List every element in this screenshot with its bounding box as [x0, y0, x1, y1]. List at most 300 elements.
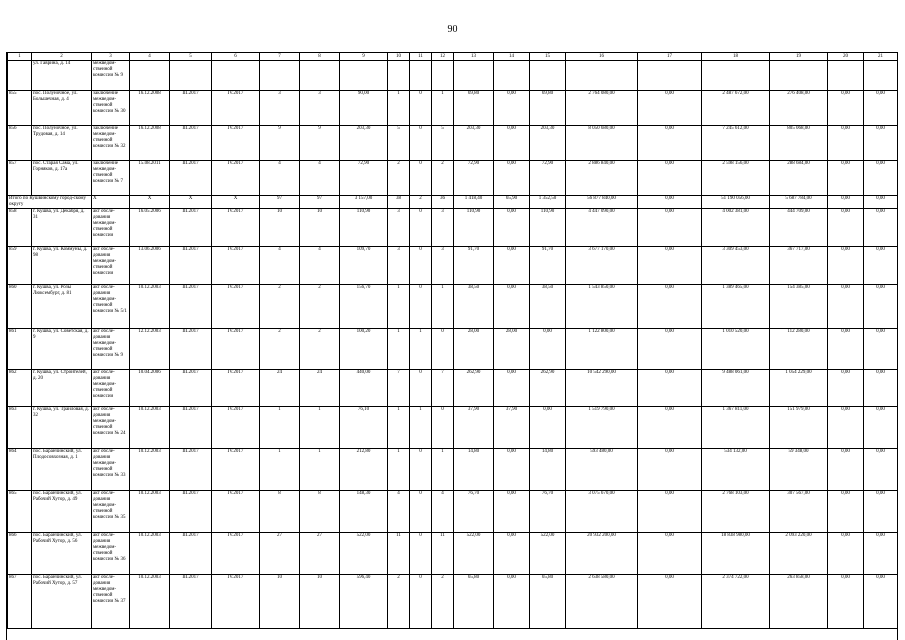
- table-cell: 0: [432, 407, 454, 449]
- table-row: [8, 196, 898, 209]
- table-cell: 2: [432, 575, 454, 629]
- table-row: [8, 533, 898, 575]
- table-cell: 2: [300, 329, 340, 370]
- table-cell: 59 348,00: [770, 449, 828, 491]
- table-cell: 522,00: [454, 533, 494, 575]
- table-cell: 440,00: [340, 370, 388, 407]
- table-cell: [702, 61, 770, 91]
- table-cell: 2: [388, 161, 410, 196]
- table-cell: 2 374 722,00: [702, 575, 770, 629]
- table-cell: 9 488 061,00: [702, 370, 770, 407]
- table-cell: 76,10: [340, 407, 388, 449]
- table-row: [8, 449, 898, 491]
- table-cell: 212,80: [340, 449, 388, 491]
- table-cell: 151 979,00: [770, 407, 828, 449]
- table-cell: IV.2017: [212, 91, 260, 126]
- table-cell: [130, 61, 170, 91]
- address-cell: г. Кушва, ул. Декабря, д. 31: [32, 209, 92, 247]
- column-number: 10: [388, 53, 410, 61]
- table-cell: 10: [260, 209, 300, 247]
- table-cell: 307 567,00: [770, 491, 828, 533]
- table-cell: 263 858,00: [770, 575, 828, 629]
- table-cell: 0,00: [864, 126, 898, 161]
- column-number: 19: [770, 53, 828, 61]
- table-cell: 0,00: [638, 533, 702, 575]
- table-cell: 805 068,00: [770, 126, 828, 161]
- table-cell: 3 309 453,00: [702, 247, 770, 285]
- table-cell: 0,00: [638, 285, 702, 329]
- document-cell: акт обсле-дования межведом-ственной комиссии № 5/1: [92, 285, 130, 329]
- address-cell: пос. Баранчинский, ул. Рабочий Хутор, д. 49: [32, 491, 92, 533]
- address-cell: г. Кушва, ул. Советская, д. 9: [32, 329, 92, 370]
- table-row: [8, 209, 898, 247]
- table-cell: 8: [260, 491, 300, 533]
- table-cell: IV.2017: [212, 575, 260, 629]
- table-cell: 5: [432, 126, 454, 161]
- table-cell: [828, 61, 864, 91]
- table-cell: 9: [300, 126, 340, 161]
- table-cell: 522,00: [530, 533, 566, 575]
- table-cell: 0,00: [638, 196, 702, 209]
- document-cell: межведом-ственной комиссии № 9: [92, 61, 130, 91]
- table-cell: 0: [410, 126, 432, 161]
- table-cell: [300, 61, 340, 91]
- table-cell: [388, 61, 410, 91]
- document-cell: акт обсле-дования межведом-ственной комиссии № 37: [92, 575, 130, 629]
- table-cell: 4: [260, 247, 300, 285]
- table-cell: 1: [388, 407, 410, 449]
- table-cell: 1: [388, 285, 410, 329]
- table-cell: 100,20: [340, 329, 388, 370]
- table-cell: 4 447 090,00: [566, 209, 638, 247]
- table-cell: 0,00: [828, 449, 864, 491]
- table-cell: IV.2017: [212, 449, 260, 491]
- table-cell: 3 677 170,00: [566, 247, 638, 285]
- table-cell: 0,00: [638, 449, 702, 491]
- table-cell: 276 408,00: [770, 91, 828, 126]
- table-cell: 11: [432, 533, 454, 575]
- table-cell: 4: [300, 247, 340, 285]
- document-cell: акт обсле-дования межведом-ственной комиссии: [92, 247, 130, 285]
- table-cell: 38: [388, 196, 410, 209]
- table-cell: 1: [410, 329, 432, 370]
- table-cell: 0,00: [638, 247, 702, 285]
- table-cell: 16.12.2008: [130, 91, 170, 126]
- table-cell: 3 157,00: [340, 196, 388, 209]
- table-cell: IV.2017: [212, 533, 260, 575]
- table-cell: 0,00: [864, 91, 898, 126]
- table-cell: 1 418,40: [454, 196, 494, 209]
- table-cell: [212, 61, 260, 91]
- table-cell: 10.12.2003: [130, 491, 170, 533]
- column-number: 14: [494, 53, 530, 61]
- column-number: 18: [702, 53, 770, 61]
- table-cell: 0,00: [530, 329, 566, 370]
- table-cell: 0: [410, 575, 432, 629]
- table-cell: 0,00: [828, 247, 864, 285]
- table-cell: IV.2017: [212, 247, 260, 285]
- table-cell: 7: [432, 370, 454, 407]
- column-number: 13: [454, 53, 494, 61]
- table-cell: 15.08.2011: [130, 161, 170, 196]
- address-cell: пос. Баранчинский, ул. Рабочий Хутор, д. 57: [32, 575, 92, 629]
- table-cell: 110,90: [454, 209, 494, 247]
- table-cell: 0,00: [494, 533, 530, 575]
- table-cell: 14,80: [530, 449, 566, 491]
- table-cell: 0,00: [828, 126, 864, 161]
- table-cell: [432, 61, 454, 91]
- table-cell: 8 050 680,00: [566, 126, 638, 161]
- table-cell: 65,80: [454, 575, 494, 629]
- address-cell: пос. Баранчинский, ул. Рабочий Хутор, д. 56: [32, 533, 92, 575]
- column-number: 3: [92, 53, 130, 61]
- table-cell: [770, 61, 828, 91]
- table-cell: 18 838 980,00: [702, 533, 770, 575]
- table-cell: 0,00: [864, 329, 898, 370]
- table-cell: 10.04.2006: [130, 370, 170, 407]
- table-cell: 13.06.2006: [130, 247, 170, 285]
- column-number: 12: [432, 53, 454, 61]
- table-row: [8, 126, 898, 161]
- document-cell: X: [92, 196, 130, 209]
- table-cell: 69,80: [454, 91, 494, 126]
- table-cell: 1 122 800,00: [566, 329, 638, 370]
- table-cell: 109,70: [340, 247, 388, 285]
- table-cell: 10.12.2003: [130, 285, 170, 329]
- table-cell: 4 002 381,00: [702, 209, 770, 247]
- table-cell: 2 598 156,00: [702, 161, 770, 196]
- table-cell: 97: [300, 196, 340, 209]
- table-cell: 0,00: [864, 491, 898, 533]
- table-cell: 16.05.2006: [130, 209, 170, 247]
- housing-table: [7, 52, 898, 629]
- table-cell: 0,00: [828, 370, 864, 407]
- table-cell: 863: [8, 407, 32, 449]
- table-cell: 0,00: [494, 91, 530, 126]
- table-cell: 262,90: [454, 370, 494, 407]
- table-cell: 0,00: [494, 209, 530, 247]
- table-cell: 12.12.2003: [130, 329, 170, 370]
- table-cell: 860: [8, 285, 32, 329]
- table-cell: III.2017: [170, 91, 212, 126]
- table-cell: 1: [432, 285, 454, 329]
- document-cell: заключение межведом-ственной комиссии № 30: [92, 91, 130, 126]
- document-cell: заключение межведом-ственной комиссии № 32: [92, 126, 130, 161]
- table-cell: 1: [432, 449, 454, 491]
- table-cell: 203,30: [530, 126, 566, 161]
- table-cell: 0,00: [638, 209, 702, 247]
- table-cell: 866: [8, 533, 32, 575]
- table-cell: X: [130, 196, 170, 209]
- document-cell: акт обсле-дования межведом-ственной комиссии: [92, 370, 130, 407]
- table-cell: [170, 61, 212, 91]
- table-cell: 0,00: [828, 91, 864, 126]
- table-cell: 3: [388, 209, 410, 247]
- table-cell: 1: [388, 91, 410, 126]
- table-cell: 1: [410, 407, 432, 449]
- table-cell: 10: [300, 209, 340, 247]
- table-cell: IV.2017: [212, 161, 260, 196]
- table-cell: 2: [410, 196, 432, 209]
- table-cell: 4: [388, 491, 410, 533]
- table-cell: 857: [8, 161, 32, 196]
- table-cell: 0,00: [864, 196, 898, 209]
- table-cell: III.2017: [170, 491, 212, 533]
- table-cell: 5: [388, 126, 410, 161]
- table-cell: III.2017: [170, 329, 212, 370]
- table-cell: 0: [410, 285, 432, 329]
- column-number: 15: [530, 53, 566, 61]
- address-cell: пос. Баранчинский, ул. Плодосовхозная, д. 1: [32, 449, 92, 491]
- table-cell: 1 352,50: [530, 196, 566, 209]
- table-cell: 110,90: [530, 209, 566, 247]
- table-cell: 11: [388, 533, 410, 575]
- table-cell: 10.12.2003: [130, 407, 170, 449]
- table-cell: 864: [8, 449, 32, 491]
- table-cell: 593 480,00: [566, 449, 638, 491]
- table-cell: 1 389 465,00: [702, 285, 770, 329]
- table-cell: 0,00: [638, 126, 702, 161]
- table-cell: 0,00: [864, 575, 898, 629]
- table-row: [8, 91, 898, 126]
- table-cell: 154 385,00: [770, 285, 828, 329]
- table-cell: 3: [432, 247, 454, 285]
- table-cell: III.2017: [170, 247, 212, 285]
- table-cell: 4: [432, 491, 454, 533]
- table-cell: [530, 61, 566, 91]
- address-cell: пос. Полуночное, ул. Большечная, д. 4: [32, 91, 92, 126]
- table-cell: 3 075 670,00: [566, 491, 638, 533]
- table-cell: 72,90: [530, 161, 566, 196]
- table-cell: 24: [260, 370, 300, 407]
- table-cell: 0,00: [494, 370, 530, 407]
- table-cell: 1 519 790,00: [566, 407, 638, 449]
- column-number: 7: [260, 53, 300, 61]
- table-cell: 2: [300, 285, 340, 329]
- column-number: 11: [410, 53, 432, 61]
- table-cell: III.2017: [170, 575, 212, 629]
- address-cell: пос. Полуночное, ул. Трудовая, д. 14: [32, 126, 92, 161]
- address-cell: г. Кушва, ул. Строителей, д. 20: [32, 370, 92, 407]
- column-number: 2: [32, 53, 92, 61]
- table-cell: 3: [260, 91, 300, 126]
- column-number: 5: [170, 53, 212, 61]
- table-cell: 0,00: [494, 575, 530, 629]
- address-cell: пос. Старая Сама, ул. Горняков, д. 17а: [32, 161, 92, 196]
- table-cell: 862: [8, 370, 32, 407]
- table-cell: 2: [388, 575, 410, 629]
- table-cell: 14,80: [454, 449, 494, 491]
- table-cell: 0,00: [864, 449, 898, 491]
- table-cell: IV.2017: [212, 285, 260, 329]
- table-cell: 5 687 784,00: [770, 196, 828, 209]
- table-cell: 27: [260, 533, 300, 575]
- table-cell: 0,00: [638, 407, 702, 449]
- table-cell: 4: [300, 161, 340, 196]
- column-number: 17: [638, 53, 702, 61]
- table-cell: 0,00: [494, 161, 530, 196]
- table-cell: 1: [260, 449, 300, 491]
- table-cell: 0: [410, 91, 432, 126]
- table-cell: 10: [300, 575, 340, 629]
- table-cell: 28,00: [454, 329, 494, 370]
- table-cell: 0,00: [864, 533, 898, 575]
- table-cell: 69,80: [530, 91, 566, 126]
- table-cell: 1: [300, 407, 340, 449]
- table-cell: 2: [432, 161, 454, 196]
- column-number: 8: [300, 53, 340, 61]
- table-cell: [260, 61, 300, 91]
- table-cell: 0,00: [828, 196, 864, 209]
- table-cell: 0,00: [638, 370, 702, 407]
- table-cell: 38,50: [454, 285, 494, 329]
- table-cell: 0,00: [828, 407, 864, 449]
- table-cell: 10 542 290,00: [566, 370, 638, 407]
- table-cell: 1: [300, 449, 340, 491]
- table-cell: 858: [8, 209, 32, 247]
- table-row: [8, 285, 898, 329]
- table-cell: 37,90: [454, 407, 494, 449]
- table-cell: 38,50: [530, 285, 566, 329]
- table-cell: 861: [8, 329, 32, 370]
- table-cell: III.2017: [170, 370, 212, 407]
- table-cell: 51 190 056,00: [702, 196, 770, 209]
- table-cell: 865: [8, 491, 32, 533]
- table-row: [8, 491, 898, 533]
- table-cell: 0,00: [494, 285, 530, 329]
- table-cell: 72,90: [454, 161, 494, 196]
- table-cell: 91,70: [454, 247, 494, 285]
- table-cell: III.2017: [170, 285, 212, 329]
- table-cell: 10.12.2003: [130, 575, 170, 629]
- table-cell: 1: [260, 407, 300, 449]
- table-cell: 97: [260, 196, 300, 209]
- table-cell: IV.2017: [212, 126, 260, 161]
- table-cell: 855: [8, 91, 32, 126]
- table-cell: X: [170, 196, 212, 209]
- table-cell: III.2017: [170, 161, 212, 196]
- table-cell: 20 932 200,00: [566, 533, 638, 575]
- table-cell: 0,00: [828, 533, 864, 575]
- column-number-row: [8, 53, 898, 61]
- table-cell: 2: [260, 329, 300, 370]
- table-cell: 156,70: [340, 285, 388, 329]
- table-cell: X: [212, 196, 260, 209]
- table-cell: 110,90: [340, 209, 388, 247]
- table-cell: III.2017: [170, 407, 212, 449]
- table-cell: 0: [410, 370, 432, 407]
- table-row: [8, 161, 898, 196]
- table-cell: 2 764 080,00: [566, 91, 638, 126]
- table-cell: 0,00: [828, 329, 864, 370]
- table-cell: 1: [388, 449, 410, 491]
- table-cell: 0: [410, 161, 432, 196]
- document-cell: акт обсле-дования межведом-ственной комиссии № 33: [92, 449, 130, 491]
- document-cell: заключение межведом-ственной комиссии № 7: [92, 161, 130, 196]
- table-cell: 2 768 103,00: [702, 491, 770, 533]
- table-cell: [410, 61, 432, 91]
- table-cell: [566, 61, 638, 91]
- table-cell: 1 543 850,00: [566, 285, 638, 329]
- table-cell: 0: [432, 329, 454, 370]
- table-cell: 72,90: [340, 161, 388, 196]
- table-cell: 0,00: [828, 575, 864, 629]
- table-cell: 1 367 811,00: [702, 407, 770, 449]
- address-cell: г. Кушва, ул. Розы Люксембург, д. 81: [32, 285, 92, 329]
- table-cell: 0: [410, 533, 432, 575]
- table-cell: 596,40: [340, 575, 388, 629]
- table-cell: 867: [8, 575, 32, 629]
- table-cell: 859: [8, 247, 32, 285]
- table-cell: 1: [432, 91, 454, 126]
- table-cell: III.2017: [170, 533, 212, 575]
- table-cell: 367 717,00: [770, 247, 828, 285]
- table-cell: [8, 61, 32, 91]
- table-cell: 36: [432, 196, 454, 209]
- table-cell: 9: [260, 126, 300, 161]
- table-cell: 0,00: [494, 449, 530, 491]
- table-cell: IV.2017: [212, 209, 260, 247]
- table-cell: 0: [410, 247, 432, 285]
- table-row: [8, 370, 898, 407]
- table-row: [8, 575, 898, 629]
- table-cell: 203,30: [454, 126, 494, 161]
- table-cell: IV.2017: [212, 491, 260, 533]
- table-cell: 203,30: [340, 126, 388, 161]
- table-row: [8, 247, 898, 285]
- table-cell: 76,70: [454, 491, 494, 533]
- document-cell: акт обсле-дования межведом-ственной комиссии № 24: [92, 407, 130, 449]
- table-cell: 0,00: [638, 329, 702, 370]
- document-cell: акт обсле-дования межведом-ственной комиссии № 35: [92, 491, 130, 533]
- table-cell: 0,00: [638, 161, 702, 196]
- table-cell: 444 709,00: [770, 209, 828, 247]
- table-cell: 0,00: [638, 575, 702, 629]
- table-cell: 0,00: [864, 370, 898, 407]
- table-cell: 0,00: [494, 491, 530, 533]
- table-cell: 24: [300, 370, 340, 407]
- table-cell: 0,00: [864, 407, 898, 449]
- table-cell: 65,80: [530, 575, 566, 629]
- document-cell: акт обсле-дования межведом-ственной комиссии № 9: [92, 329, 130, 370]
- table-cell: 0,00: [494, 247, 530, 285]
- page-number: 90: [447, 24, 458, 35]
- table-cell: [864, 61, 898, 91]
- table-cell: 90,00: [340, 91, 388, 126]
- table-cell: 7 245 612,00: [702, 126, 770, 161]
- table-cell: 0: [410, 449, 432, 491]
- table-cell: [340, 61, 388, 91]
- table-cell: III.2017: [170, 209, 212, 247]
- table-cell: 2: [260, 285, 300, 329]
- table-cell: 65,90: [494, 196, 530, 209]
- table-cell: 0,00: [864, 247, 898, 285]
- column-number: 9: [340, 53, 388, 61]
- table-cell: 0,00: [828, 491, 864, 533]
- table-cell: 0,00: [864, 285, 898, 329]
- table-cell: 2 886 840,00: [566, 161, 638, 196]
- address-cell: г. Кушва, ул. Коммуны, д. 98: [32, 247, 92, 285]
- table-cell: 0,00: [530, 407, 566, 449]
- table-cell: IV.2017: [212, 370, 260, 407]
- document-cell: акт обсле-дования межведом-ственной комиссии: [92, 209, 130, 247]
- table-cell: III.2017: [170, 126, 212, 161]
- table-cell: 10.12.2003: [130, 449, 170, 491]
- table-cell: 0,00: [828, 285, 864, 329]
- table-cell: [494, 61, 530, 91]
- column-number: 21: [864, 53, 898, 61]
- column-number: 1: [8, 53, 32, 61]
